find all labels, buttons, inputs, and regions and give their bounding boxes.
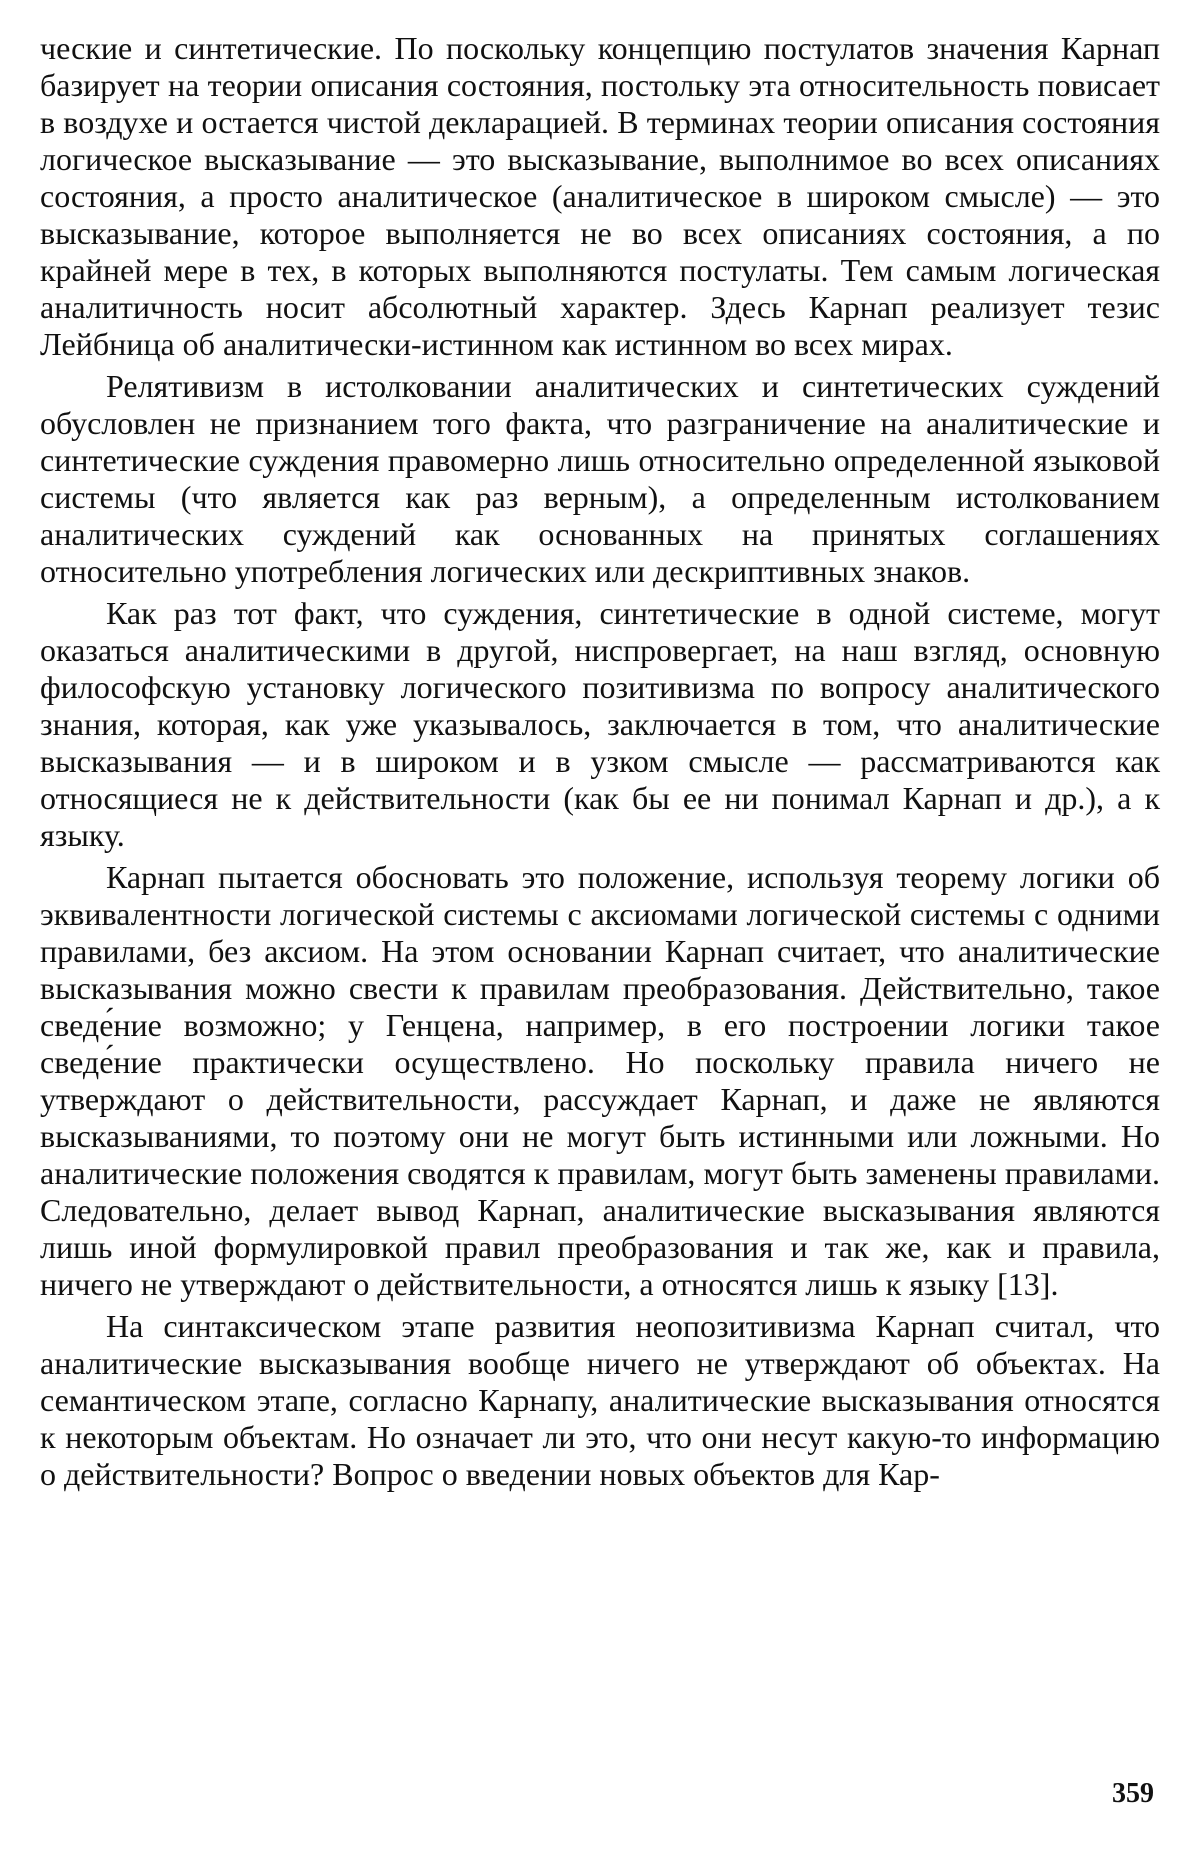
paragraph-3: Как раз тот факт, что суждения, синтетические в одной системе, могут оказаться аналитическими в другой, ниспровергает, на наш взгляд, основную философскую установку логического позитивизма по вопросу аналитического знания, которая, как уже указывалось, заключается в том, что аналитические высказывания — и в широком и в узком смысле — рассматриваются как относящиеся не к действительности (как бы ее ни понимал Карнап и др.), а к языку. [40, 595, 1160, 853]
page-number: 359 [1112, 1778, 1154, 1809]
paragraph-2: Релятивизм в истолковании аналитических и синтетических суждений обусловлен не признанием того факта, что разграничение на аналитические и синтетические суждения правомерно лишь относительно определенной языковой системы (что является как раз верным), а определенным истолкованием аналитических суждений как основанных на принятых соглашениях относительно употребления логических или дескриптивных знаков. [40, 368, 1160, 589]
body-text [40, 30, 1160, 1493]
paragraph-1: ческие и синтетические. По поскольку концепцию постулатов значения Карнап базирует на теории описания состояния, постольку эта относительность повисает в воздухе и остается чистой декларацией. В терминах теории описания состояния логическое высказывание — это высказывание, выполнимое во всех описаниях состояния, а просто аналитическое (аналитическое в широком смысле) — это высказывание, которое выполняется не во всех описаниях состояния, а по крайней мере в тех, в которых выполняются постулаты. Тем самым логическая аналитичность носит абсолютный характер. Здесь Карнап реализует тезис Лейбница об аналитически-истинном как истинном во всех мирах. [40, 30, 1160, 362]
paragraph-4: Карнап пытается обосновать это положение, используя теорему логики об эквивалентности логической системы с аксиомами логической системы с одними правилами, без аксиом. На этом основании Карнап считает, что аналитические высказывания можно свести к правилам преобразования. Действительно, такое сведе́ние возможно; у Генцена, например, в его построении логики такое сведе́ние практически осуществлено. Но поскольку правила ничего не утверждают о действительности, рассуждает Карнап, и даже не являются высказываниями, то поэтому они не могут быть истинными или ложными. Но аналитические положения сводятся к правилам, могут быть заменены правилами. Следовательно, делает вывод Карнап, аналитические высказывания являются лишь иной формулировкой правил преобразования и так же, как и правила, ничего не утверждают о действительности, а относятся лишь к языку [13]. [40, 859, 1160, 1302]
paragraph-5: На синтаксическом этапе развития неопозитивизма Карнап считал, что аналитические высказывания вообще ничего не утверждают об объектах. На семантическом этапе, согласно Карнапу, аналитические высказывания относятся к некоторым объектам. Но означает ли это, что они несут какую-то информацию о действительности? Вопрос о введении новых объектов для Кар- [40, 1308, 1160, 1492]
